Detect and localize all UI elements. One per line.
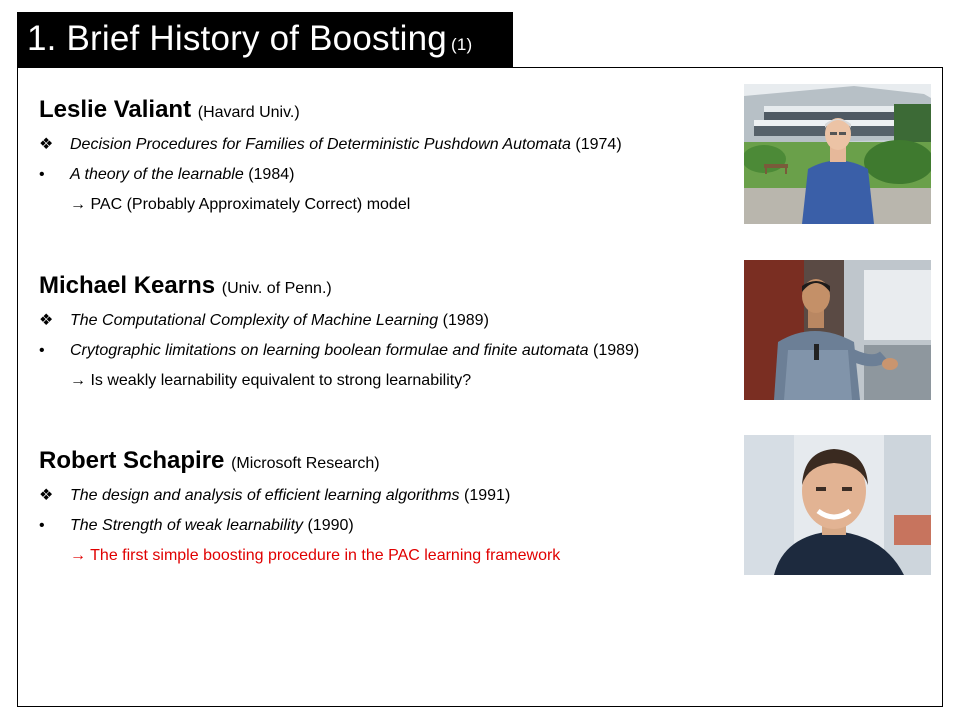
- dot-bullet-icon: •: [39, 342, 45, 359]
- conclusion-text: → PAC (Probably Approximately Correct) model: [70, 196, 411, 213]
- slide-title-number: (1): [450, 35, 473, 54]
- publication-item: [39, 306, 739, 336]
- section-robert-schapire: [39, 447, 739, 571]
- conclusion-item: [39, 541, 739, 571]
- conclusion-item: [39, 366, 739, 396]
- publication-item: [39, 130, 739, 160]
- diamond-bullet-icon: ❖: [39, 136, 54, 153]
- publication-year: (1984): [248, 166, 295, 183]
- publication-title: Decision Procedures for Families of Deterministic Pushdown Automata: [70, 136, 571, 153]
- portrait-photo-kearns: [744, 260, 931, 400]
- person-affiliation: (Havard Univ.): [197, 104, 300, 121]
- publication-item: [39, 481, 739, 511]
- conclusion-text: → The first simple boosting procedure in the PAC learning framework: [70, 547, 561, 564]
- diamond-bullet-icon: ❖: [39, 312, 54, 329]
- conclusion-text: → Is weakly learnability equivalent to strong learnability?: [70, 372, 472, 389]
- slide-title: [27, 19, 472, 59]
- dot-bullet-icon: •: [39, 166, 45, 183]
- publication-title: The design and analysis of efficient learning algorithms: [70, 487, 460, 504]
- publication-item: [39, 511, 739, 541]
- portrait-photo-schapire: [744, 435, 931, 575]
- slide-title-text: 1. Brief History of Boosting: [27, 19, 447, 58]
- publication-year: (1974): [575, 136, 622, 153]
- conclusion-item: [39, 190, 739, 220]
- publication-title: Crytographic limitations on learning boolean formulae and finite automata: [70, 342, 589, 359]
- section-michael-kearns: [39, 272, 739, 396]
- person-affiliation: (Microsoft Research): [231, 455, 380, 472]
- publication-item: [39, 336, 739, 366]
- publication-title: The Strength of weak learnability: [70, 517, 304, 534]
- publication-item: [39, 160, 739, 190]
- publication-year: (1991): [464, 487, 511, 504]
- publication-year: (1990): [307, 517, 354, 534]
- slide-title-bar: [17, 12, 513, 68]
- portrait-photo-valiant: [744, 84, 931, 224]
- person-heading: [39, 447, 739, 479]
- section-leslie-valiant: [39, 96, 739, 220]
- publication-title: The Computational Complexity of Machine Learning: [70, 312, 439, 329]
- person-name: Leslie Valiant: [39, 96, 192, 123]
- publication-title: A theory of the learnable: [70, 166, 244, 183]
- person-heading: [39, 272, 739, 304]
- publication-year: (1989): [442, 312, 489, 329]
- person-heading: [39, 96, 739, 128]
- person-affiliation: (Univ. of Penn.): [221, 280, 332, 297]
- diamond-bullet-icon: ❖: [39, 487, 54, 504]
- person-name: Robert Schapire: [39, 447, 225, 474]
- dot-bullet-icon: •: [39, 517, 45, 534]
- person-name: Michael Kearns: [39, 272, 216, 299]
- publication-year: (1989): [592, 342, 640, 359]
